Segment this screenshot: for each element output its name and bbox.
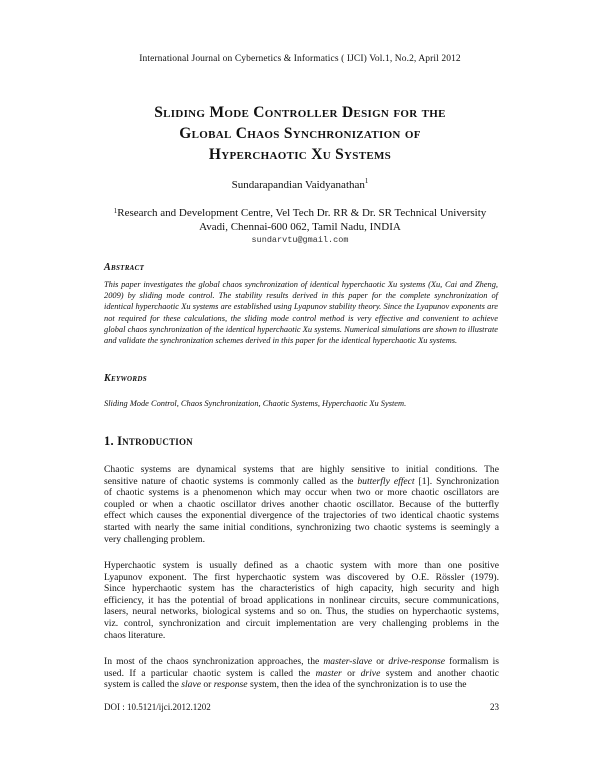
paragraph-line: Chaotic systems are dynamical systems that are highly sensitive to initial conditions. The xyxy=(104,464,499,475)
author-superscript: 1 xyxy=(364,177,369,185)
paragraph-line: Since hyperchaotic system has the characteristics of high capacity, high security and high xyxy=(104,583,499,595)
journal-header: International Journal on Cybernetics & Informatics ( IJCI) Vol.1, No.2, April 2012 xyxy=(139,54,461,64)
paragraph-line: very challenging problem. xyxy=(104,533,205,545)
paragraph-line: system is called the slave or response system, then the idea of the synchronization is to use the xyxy=(104,679,467,691)
paragraph-line: viz. control, synchronization and circuit implementation are very challenging problems in the xyxy=(104,617,499,629)
introduction-heading: 1. Introduction xyxy=(104,434,193,448)
affiliation xyxy=(0,207,600,248)
title-line: Sliding Mode Controller Design for the xyxy=(154,104,446,121)
paragraph-line: chaos literature. xyxy=(104,629,166,641)
keywords-text: Sliding Mode Control, Chaos Synchronization, Chaotic Systems, Hyperchaotic Xu System. xyxy=(104,399,407,408)
title-line: Global Chaos Synchronization of xyxy=(179,125,421,142)
title-line: Hyperchaotic Xu Systems xyxy=(208,146,392,163)
paragraph-line: started with nearly the same initial conditions, synchronizing two chaotic systems is seemingly a xyxy=(104,521,499,533)
paragraph-line: Hyperchaotic system is usually defined as a chaotic system with more than one positive xyxy=(104,560,499,571)
page-number: 23 xyxy=(490,702,499,712)
author-name: Sundarapandian Vaidyanathan xyxy=(231,179,365,191)
paragraph-line: effect which causes the exponential divergence of the trajectories of two identical chaotic systems xyxy=(104,510,499,522)
author-email: sundarvtu@gmail.com xyxy=(251,235,349,245)
paragraph-line: In most of the chaos synchronization approaches, the master-slave or drive-response formalism is xyxy=(104,656,499,667)
intro-paragraph-2 xyxy=(104,560,499,641)
paper-title xyxy=(60,102,540,165)
paragraph-line: efficiency, it has the potential of broad applications in nonlinear circuits, secure communications, xyxy=(104,594,499,606)
paragraph-line: of chaotic systems is a phenomenon which may occur when two or more chaotic oscillators are xyxy=(104,487,499,499)
abstract-text: This paper investigates the global chaos synchronization of identical hyperchaotic Xu systems (Xu, Cai and Zheng, 2009) by sliding mode control. The stability results derived in this paper for the complete synchronization of identical hyperchaotic Xu systems are established using Lyapunov stability theory. Since the Lyapunov exponents are not required for these calculations, the sliding mode control method is very effective and convenient to achieve global chaos synchronization of the identical hyperchaotic Xu systems. Numerical simulations are shown to illustrate and validate the synchronization schemes derived in this paper for the identical hyperchaotic Xu systems. xyxy=(104,280,498,346)
doi-text: DOI : 10.5121/ijci.2012.1202 xyxy=(104,702,211,712)
paragraph-line: sensitive nature of chaotic systems is commonly called as the butterfly effect [1]. Synchronization xyxy=(104,475,499,487)
affiliation-superscript: 1 xyxy=(113,207,118,215)
keywords-heading: Keywords xyxy=(104,373,147,384)
abstract-heading: Abstract xyxy=(104,262,145,273)
intro-paragraph-1 xyxy=(104,464,499,545)
affiliation-line-2: Avadi, Chennai-600 062, Tamil Nadu, INDIA xyxy=(199,220,401,233)
affiliation-line-1: Research and Development Centre, Vel Tech Dr. RR & Dr. SR Technical University xyxy=(117,207,487,219)
author xyxy=(0,179,600,191)
paragraph-line: coupled or when a chaotic oscillator drives another chaotic oscillator. Because of the butterfly xyxy=(104,498,499,510)
paragraph-line: lasers, neural networks, biological systems and so on. Thus, the studies on hyperchaotic systems, xyxy=(104,606,499,618)
intro-paragraph-3 xyxy=(104,656,499,691)
paragraph-line: used. If a particular chaotic system is called the master or drive system and another chaotic xyxy=(104,667,500,679)
paragraph-line: Lyapunov exponent. The first hyperchaotic system was discovered by O.E. Rössler (1979). xyxy=(104,571,499,583)
